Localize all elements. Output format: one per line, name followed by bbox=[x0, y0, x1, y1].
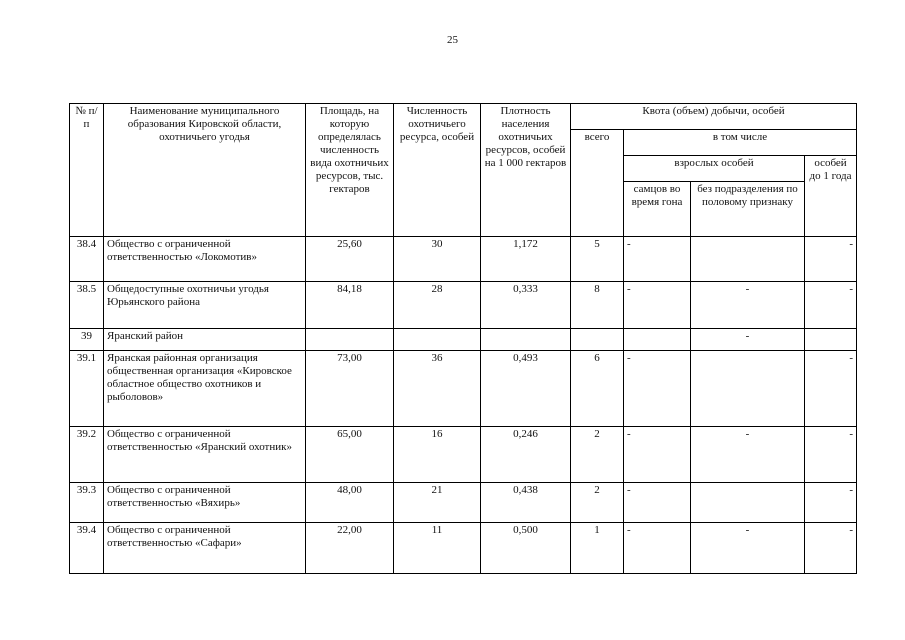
row-nosex bbox=[691, 483, 805, 523]
row-juveniles: - bbox=[805, 351, 857, 427]
table-row bbox=[70, 351, 857, 427]
row-juveniles: - bbox=[805, 237, 857, 282]
row-males bbox=[624, 329, 691, 351]
header-name: Наименование муниципального образования Кировской области, охотничьего угодья bbox=[104, 104, 306, 237]
header-no-sex-split: без подразделения по половому признаку bbox=[691, 182, 805, 237]
row-count: 28 bbox=[394, 282, 481, 329]
row-density bbox=[481, 329, 571, 351]
row-density: 0,333 bbox=[481, 282, 571, 329]
row-males: - bbox=[624, 427, 691, 483]
row-juveniles: - bbox=[805, 483, 857, 523]
row-count: 21 bbox=[394, 483, 481, 523]
row-juveniles bbox=[805, 329, 857, 351]
row-males: - bbox=[624, 523, 691, 574]
row-num: 39.3 bbox=[70, 483, 104, 523]
table-row bbox=[70, 523, 857, 574]
row-total: 2 bbox=[571, 427, 624, 483]
row-area: 48,00 bbox=[306, 483, 394, 523]
header-males-rut: самцов во время гона bbox=[624, 182, 691, 237]
row-males: - bbox=[624, 483, 691, 523]
header-quota: Квота (объем) добычи, особей bbox=[571, 104, 857, 130]
row-count: 30 bbox=[394, 237, 481, 282]
table-row bbox=[70, 237, 857, 282]
table-row bbox=[70, 329, 857, 351]
row-nosex bbox=[691, 351, 805, 427]
header-area: Площадь, на которую определялась численность вида охотничьих ресурсов, тыс. гектаров bbox=[306, 104, 394, 237]
row-density: 0,500 bbox=[481, 523, 571, 574]
row-count: 11 bbox=[394, 523, 481, 574]
row-area: 65,00 bbox=[306, 427, 394, 483]
row-name: Общество с ограниченной ответственностью «Яранский охотник» bbox=[104, 427, 306, 483]
table-row bbox=[70, 427, 857, 483]
row-total: 2 bbox=[571, 483, 624, 523]
header-including: в том числе bbox=[624, 130, 857, 156]
row-nosex: - bbox=[691, 523, 805, 574]
row-name: Яранская районная организация общественная организация «Кировское областное общество охотников и рыболовов» bbox=[104, 351, 306, 427]
row-total: 6 bbox=[571, 351, 624, 427]
table-row bbox=[70, 483, 857, 523]
row-juveniles: - bbox=[805, 523, 857, 574]
header-juveniles: особей до 1 года bbox=[805, 156, 857, 237]
row-name: Яранский район bbox=[104, 329, 306, 351]
row-count: 16 bbox=[394, 427, 481, 483]
row-total bbox=[571, 329, 624, 351]
table-row bbox=[70, 282, 857, 329]
quota-table bbox=[69, 103, 857, 574]
row-num: 38.5 bbox=[70, 282, 104, 329]
row-name: Общедоступные охотничьи угодья Юрьянского района bbox=[104, 282, 306, 329]
row-num: 39.2 bbox=[70, 427, 104, 483]
row-area: 73,00 bbox=[306, 351, 394, 427]
row-area: 22,00 bbox=[306, 523, 394, 574]
header-count: Численность охотничьего ресурса, особей bbox=[394, 104, 481, 237]
row-males: - bbox=[624, 237, 691, 282]
row-area: 84,18 bbox=[306, 282, 394, 329]
row-density: 0,493 bbox=[481, 351, 571, 427]
header-adults: взрослых особей bbox=[624, 156, 805, 182]
row-nosex: - bbox=[691, 427, 805, 483]
row-density: 0,246 bbox=[481, 427, 571, 483]
row-count: 36 bbox=[394, 351, 481, 427]
row-total: 8 bbox=[571, 282, 624, 329]
row-males: - bbox=[624, 282, 691, 329]
page-number: 25 bbox=[447, 34, 458, 46]
row-name: Общество с ограниченной ответственностью «Локомотив» bbox=[104, 237, 306, 282]
row-total: 5 bbox=[571, 237, 624, 282]
header-density: Плотность населения охотничьих ресурсов, особей на 1 000 гектаров bbox=[481, 104, 571, 237]
header-num: № п/п bbox=[70, 104, 104, 237]
row-nosex: - bbox=[691, 282, 805, 329]
row-density: 0,438 bbox=[481, 483, 571, 523]
row-density: 1,172 bbox=[481, 237, 571, 282]
row-count bbox=[394, 329, 481, 351]
header-total: всего bbox=[571, 130, 624, 237]
row-num: 39.4 bbox=[70, 523, 104, 574]
row-num: 38.4 bbox=[70, 237, 104, 282]
row-num: 39 bbox=[70, 329, 104, 351]
row-juveniles: - bbox=[805, 427, 857, 483]
row-num: 39.1 bbox=[70, 351, 104, 427]
row-nosex bbox=[691, 237, 805, 282]
row-name: Общество с ограниченной ответственностью «Вяхирь» bbox=[104, 483, 306, 523]
row-nosex: - bbox=[691, 329, 805, 351]
row-name: Общество с ограниченной ответственностью «Сафари» bbox=[104, 523, 306, 574]
row-juveniles: - bbox=[805, 282, 857, 329]
row-total: 1 bbox=[571, 523, 624, 574]
row-area: 25,60 bbox=[306, 237, 394, 282]
row-area bbox=[306, 329, 394, 351]
row-males: - bbox=[624, 351, 691, 427]
